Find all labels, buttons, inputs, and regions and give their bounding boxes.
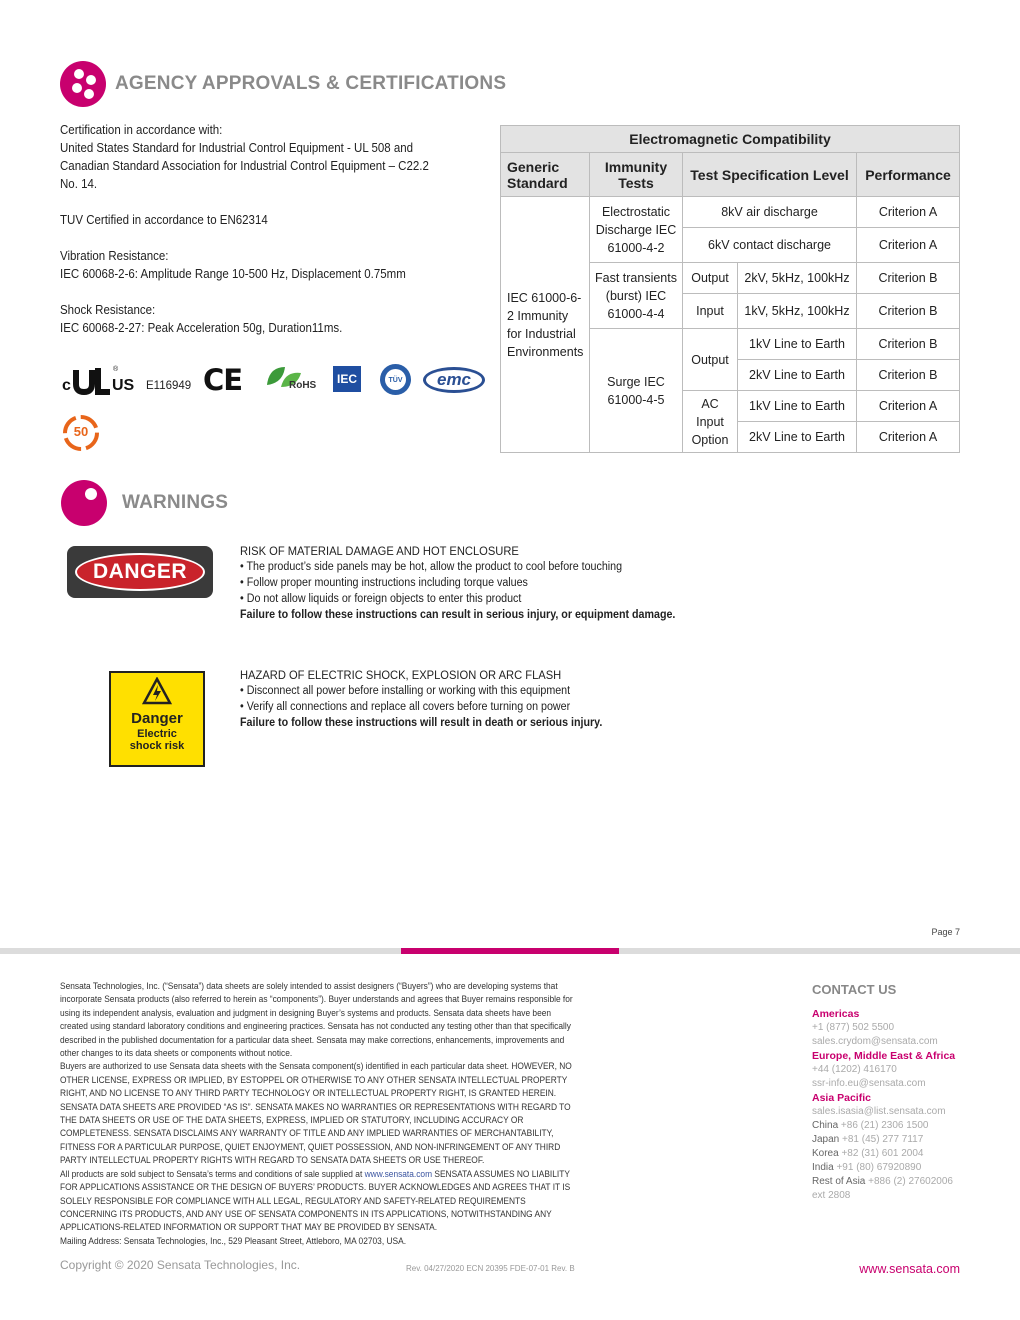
copyright: Copyright © 2020 Sensata Technologies, Inc. (60, 1258, 301, 1272)
header-immunity-tests: Immunity Tests (590, 153, 683, 197)
header-test-spec: Test Specification Level (683, 153, 857, 197)
electric-shock-danger-sign: Danger Electric shock risk (109, 671, 205, 767)
surge-perf-1: Criterion B (857, 329, 960, 360)
esd-test-cell: Electrostatic Discharge IEC 61000-4-2 (590, 197, 683, 263)
revision-info: Rev. 04/27/2020 ECN 20395 FDE-07-01 Rev. B (406, 1264, 575, 1273)
surge-output-port: Output (683, 329, 738, 391)
tuv-logo: TÜV (380, 364, 411, 395)
surge-perf-3: Criterion A (857, 391, 960, 422)
footer-accent-bar (401, 948, 619, 954)
legal-disclaimer: Sensata Technologies, Inc. (“Sensata”) data sheets are solely intended to assist designers (“Buyers”) who are developing systems that incorporate Sensata products (also referred to herein as “components”). Buyer understands and agrees that Buyer remains responsible for using its independent analysis, evaluation and judgment in designing Buyer’s systems and products. Sensata data sheets have been created using standard laboratory conditions and engineering practices. Sensata has not conducted any testing other than that specifically described in the published documentation for a particular data sheet. Sensata may make corrections, enhancements, improvements and other changes to its data sheets or components without notice. Buyers are authorized to use Sensata data sheets with the Sensata component(s) identified in each particular data sheet. HOWEVER, NO OTHER LICENSE, EXPRESS OR IMPLIED, BY ESTOPPEL OR OTHERWISE TO ANY OTHER SENSATA INTELLECTUAL PROPERTY RIGHT, AND NO LICENSE TO ANY THIRD PARTY TECHNOLOGY OR INTELLECTUAL PROPERTY RIGHT, IS GRANTED HEREIN. SENSATA DATA SHEETS ARE PROVIDED “AS IS”. SENSATA MAKES NO WARRANTIES OR REPRESENTATIONS WITH REGARD TO THE DATA SHEETS OR USE OF THE DATA SHEETS, EXPRESS, IMPLIED OR STATUTORY, INCLUDING ACCURACY OR COMPLETENESS. SENSATA DISCLAIMS ANY WARRANTY OF TITLE AND ANY IMPLIED WARRANTIES OF MERCHANTABILITY, FITNESS FOR A PARTICULAR PURPOSE, QUIET ENJOYMENT, QUIET POSSESSION, AND NON-INFRINGEMENT OF ANY THIRD PARTY INTELLECTUAL PROPERTY RIGHTS WITH REGARD TO SENSATA DATA SHEETS OR USE THEREOF. All products are sold subject to Sensata’s terms and conditions of sale supplied at www.sensata.com SENSATA ASSUMES NO LIABILITY FOR APPLICATIONS ASSISTANCE OR THE DESIGN OF BUYERS’ PRODUCTS. BUYER ACKNOWLEDGES AND AGREES THAT IT IS SOLELY RESPONSIBLE FOR COMPLIANCE WITH ALL LEGAL, REGULATORY AND SAFETY-RELATED REQUIREMENTS CONCERNING ITS PRODUCTS, AND ANY USE OF SENSATA COMPONENTS IN ITS APPLICATIONS, NOTWITHSTANDING ANY APPLICATIONS-RELATED INFORMATION OR SUPPORT THAT MAY BE PROVIDED BY SENSATA. Mailing Address: Sensata Technologies, Inc., 529 Pleasant Street, Attleboro, MA 02703, USA. (60, 981, 573, 1246)
surge-test-cell: Surge IEC 61000-4-5 (590, 329, 683, 453)
ce-mark-logo: CE (203, 363, 243, 397)
agency-section-icon (60, 61, 106, 107)
generic-standard-cell: IEC 61000-6-2 Immunity for Industrial Environments (501, 197, 590, 453)
header-performance: Performance (857, 153, 960, 197)
eft-port-2: Input (683, 294, 738, 329)
website-link[interactable]: www.sensata.com (859, 1262, 960, 1276)
emc-table (500, 125, 960, 453)
shock-resistance: Shock Resistance: IEC 60068-2-27: Peak Acceleration 50g, Duration11ms. (60, 303, 343, 335)
esd-level-1: 8kV air discharge (683, 197, 857, 228)
eft-test-cell: Fast transients (burst) IEC 61000-4-4 (590, 263, 683, 329)
danger-sign-icon: DANGER (67, 546, 213, 598)
esd-perf-1: Criterion A (857, 197, 960, 228)
certification-text: Certification in accordance with: United States Standard for Industrial Control Equipment - UL 508 and Canadian Standard Association for Industrial Control Equipment – C22.2 No. 14. (60, 123, 429, 191)
emea-email[interactable]: ssr-info.eu@sensata.com (812, 1078, 926, 1089)
sensata-terms-link[interactable]: www.sensata.com (364, 1168, 433, 1179)
surge-level-2: 2kV Line to Earth (738, 360, 857, 391)
page-number: Page 7 (931, 927, 960, 937)
surge-level-4: 2kV Line to Earth (738, 422, 857, 453)
eft-port-1: Output (683, 263, 738, 294)
iec-logo: IEC (333, 366, 361, 392)
surge-ac-port: AC Input Option (683, 391, 738, 453)
contact-us: CONTACT US Americas +1 (877) 502 5500 sales.crydom@sensata.com Europe, Middle East & Africa +44 (1202) 416170 ssr-info.eu@sensata.com Asia Pacific sales.isasia@list.sensata.com China +86 (21) 2306 1500 Japan +81 (45) 277 7117 Korea +82 (31) 601 2004 India +91 (80) 67920890 Rest of Asia +886 (2) 27602006 ext 2808 (812, 981, 992, 1203)
fifty-year-epup-icon: 50 (62, 414, 100, 452)
vibration-resistance: Vibration Resistance: IEC 60068-2-6: Amplitude Range 10-500 Hz, Displacement 0.75mm (60, 249, 406, 281)
emc-logo: emc (423, 367, 485, 393)
agency-title: AGENCY APPROVALS & CERTIFICATIONS (115, 73, 507, 94)
eft-perf-1: Criterion B (857, 263, 960, 294)
warning-block-hot-enclosure: RISK OF MATERIAL DAMAGE AND HOT ENCLOSURE • The product’s side panels may be hot, allow the product to cool before touching • Follow proper mounting instructions including torque values • Do not allow liquids or foreign objects to enter this product Failure to follow these instructions can result in serious injury, or equipment damage. (240, 544, 676, 621)
surge-perf-2: Criterion B (857, 360, 960, 391)
surge-perf-4: Criterion A (857, 422, 960, 453)
warnings-section-icon (61, 480, 107, 526)
esd-perf-2: Criterion A (857, 228, 960, 263)
esd-level-2: 6kV contact discharge (683, 228, 857, 263)
warning-block-electric-shock: HAZARD OF ELECTRIC SHOCK, EXPLOSION OR ARC FLASH • Disconnect all power before installing or working with this equipment • Verify all connections and replace all covers before turning on power Failure to follow these instructions will result in death or serious injury. (240, 668, 603, 729)
eft-level-1: 2kV, 5kHz, 100kHz (738, 263, 857, 294)
ul-listed-logo: c ® US E116949 (62, 366, 192, 394)
high-voltage-icon (142, 677, 172, 705)
americas-email[interactable]: sales.crydom@sensata.com (812, 1036, 938, 1047)
eft-perf-2: Criterion B (857, 294, 960, 329)
emc-table-caption: Electromagnetic Compatibility (501, 126, 960, 153)
eft-level-2: 1kV, 5kHz, 100kHz (738, 294, 857, 329)
surge-level-3: 1kV Line to Earth (738, 391, 857, 422)
surge-level-1: 1kV Line to Earth (738, 329, 857, 360)
rohs-logo: RoHS (263, 363, 319, 395)
header-generic-standard: Generic Standard (501, 153, 590, 197)
tuv-certification-text: TUV Certified in accordance to EN62314 (60, 213, 268, 227)
warnings-title: WARNINGS (122, 492, 229, 513)
apac-email[interactable]: sales.isasia@list.sensata.com (812, 1106, 946, 1117)
